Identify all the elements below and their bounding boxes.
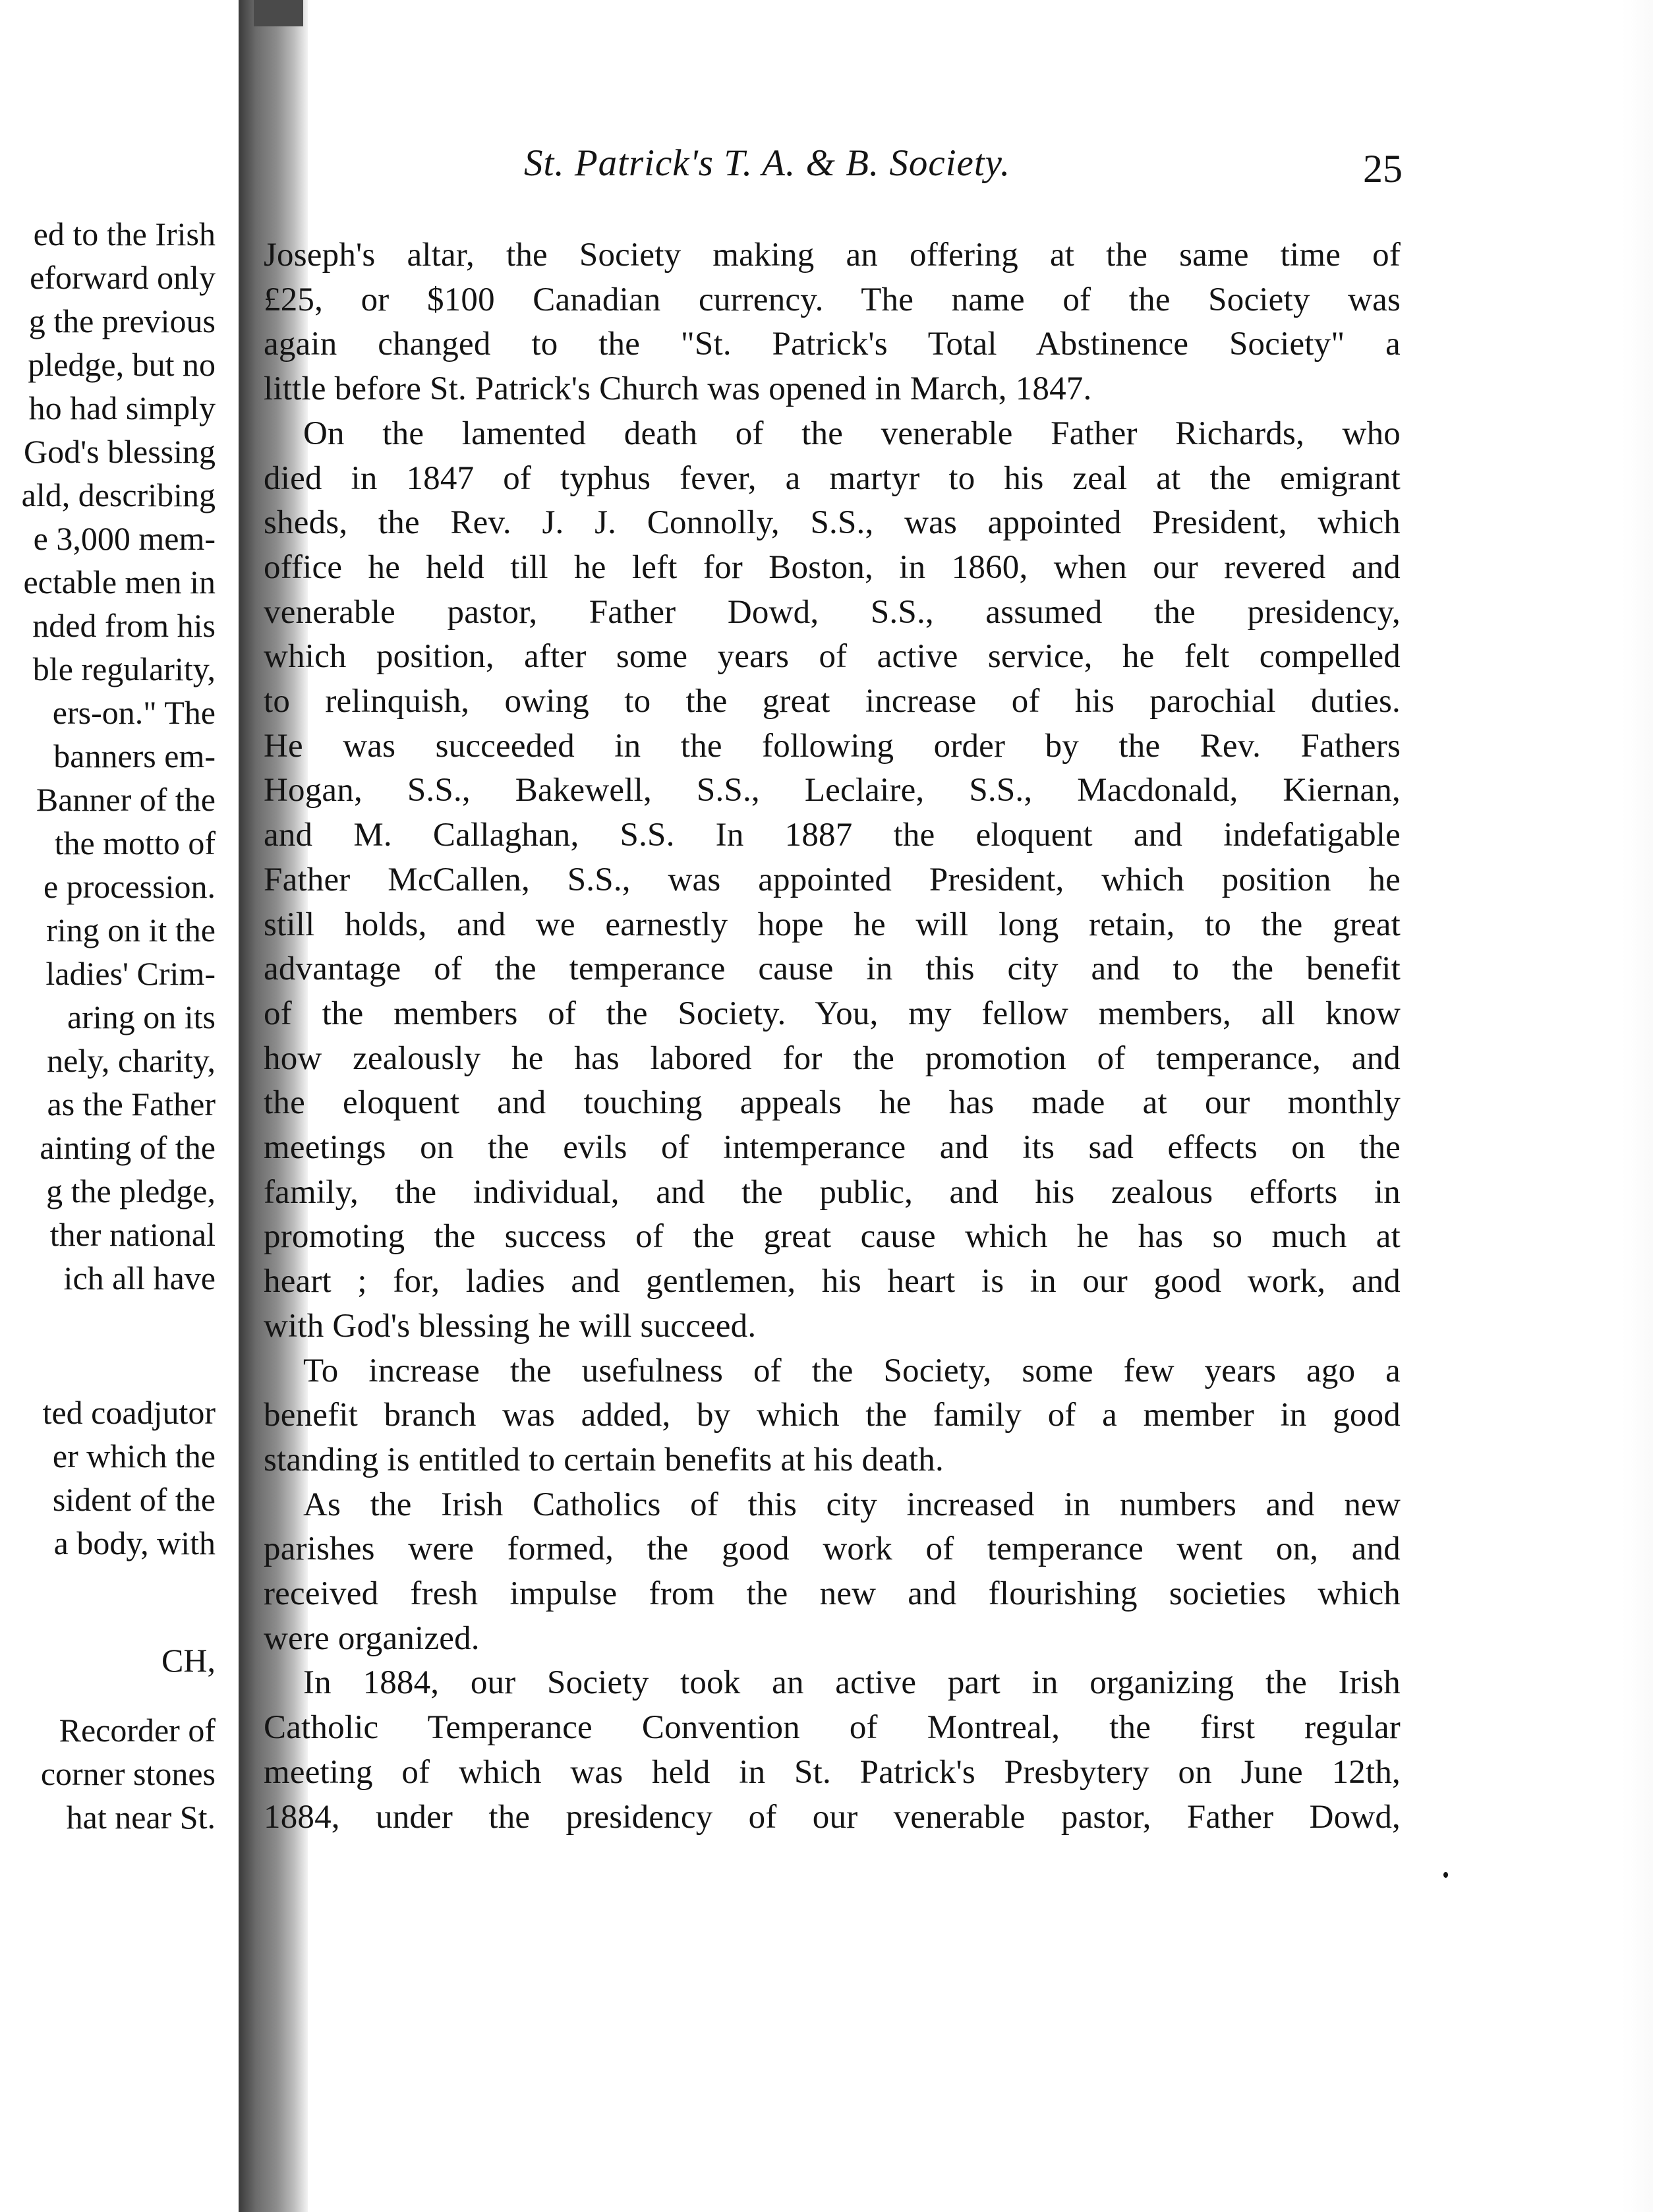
- body-line: were organized.: [264, 1620, 480, 1657]
- body-line: with God's blessing he will succeed.: [264, 1308, 757, 1345]
- body-line: which position, after some years of active service, he felt compelled: [264, 638, 1401, 675]
- body-line: On the lamented death of the venerable Father Richards, who: [303, 415, 1401, 452]
- body-line: again changed to the "St. Patrick's Total Abstinence Society" a: [264, 326, 1401, 363]
- facing-page-line: e procession.: [43, 868, 216, 905]
- page-number: 25: [1363, 147, 1403, 190]
- body-line: received fresh impulse from the new and flourishing societies which: [264, 1575, 1401, 1612]
- facing-page-line: as the Father: [47, 1086, 216, 1122]
- body-line: office he held till he left for Boston, in 1860, when our revered and: [264, 549, 1401, 586]
- facing-page-line: eforward only: [30, 259, 216, 296]
- body-line: venerable pastor, Father Dowd, S.S., assumed the presidency,: [264, 594, 1401, 631]
- body-line: little before St. Patrick's Church was opened in March, 1847.: [264, 370, 1092, 407]
- facing-page-line: banners em-: [53, 738, 216, 774]
- body-line: parishes were formed, the good work of temperance went on, and: [264, 1530, 1401, 1567]
- facing-page-line: God's blessing: [24, 433, 216, 470]
- facing-page-line: Recorder of: [59, 1712, 216, 1749]
- body-line: meetings on the evils of intemperance and its sad effects on the: [264, 1129, 1401, 1166]
- body-line: and M. Callaghan, S.S. In 1887 the eloquent and indefatigable: [264, 817, 1401, 854]
- facing-page-line: ectable men in: [23, 564, 216, 600]
- body-line: £25, or $100 Canadian currency. The name of the Society was: [264, 281, 1401, 318]
- facing-page-line: e 3,000 mem-: [33, 520, 216, 557]
- gutter-top-shadow: [254, 0, 303, 26]
- facing-page-line: ted coadjutor: [42, 1394, 216, 1431]
- facing-page-line: sident of the: [52, 1481, 216, 1518]
- body-line: promoting the success of the great cause which he has so much at: [264, 1218, 1401, 1255]
- body-line: Joseph's altar, the Society making an offering at the same time of: [264, 237, 1401, 274]
- facing-page-line: ers-on." The: [52, 694, 216, 731]
- body-line: He was succeeded in the following order by the Rev. Fathers: [264, 728, 1401, 765]
- facing-page-line: CH,: [161, 1642, 216, 1679]
- body-line: benefit branch was added, by which the family of a member in good: [264, 1397, 1401, 1434]
- body-line: died in 1847 of typhus fever, a martyr to his zeal at the emigrant: [264, 460, 1401, 497]
- facing-page-line: a body, with: [53, 1525, 216, 1561]
- body-line: 1884, under the presidency of our venerable pastor, Father Dowd,: [264, 1799, 1401, 1836]
- facing-page-line: ed to the Irish: [33, 216, 216, 252]
- facing-page-line: ich all have: [63, 1260, 216, 1296]
- facing-page-line: hat near St.: [66, 1799, 216, 1836]
- facing-page-fragment: [0, 0, 250, 2212]
- body-line: heart ; for, ladies and gentlemen, his heart is in our good work, and: [264, 1263, 1401, 1300]
- body-line: Father McCallen, S.S., was appointed President, which position he: [264, 861, 1401, 898]
- page-edge: [1621, 0, 1653, 2212]
- body-line: standing is entitled to certain benefits at his death.: [264, 1441, 944, 1478]
- body-line: still holds, and we earnestly hope he will long retain, to the great: [264, 906, 1401, 943]
- body-line: meeting of which was held in St. Patrick's Presbytery on June 12th,: [264, 1754, 1401, 1791]
- body-line: sheds, the Rev. J. J. Connolly, S.S., was appointed President, which: [264, 504, 1401, 541]
- body-line: Catholic Temperance Convention of Montreal, the first regular: [264, 1709, 1401, 1746]
- facing-page-line: nded from his: [32, 607, 216, 644]
- facing-page-line: corner stones: [40, 1755, 216, 1792]
- body-line: As the Irish Catholics of this city increased in numbers and new: [303, 1486, 1401, 1523]
- facing-page-line: nely, charity,: [47, 1042, 216, 1079]
- facing-page-line: g the previous: [28, 303, 216, 339]
- body-line: family, the individual, and the public, and his zealous efforts in: [264, 1174, 1401, 1211]
- body-line: To increase the usefulness of the Society, some few years ago a: [303, 1353, 1401, 1389]
- facing-page-line: ho had simply: [28, 390, 216, 426]
- facing-page-line: er which the: [52, 1438, 216, 1474]
- body-line: Hogan, S.S., Bakewell, S.S., Leclaire, S.S., Macdonald, Kiernan,: [264, 772, 1401, 809]
- facing-page-line: the motto of: [54, 825, 216, 861]
- facing-page-line: aring on its: [67, 999, 216, 1035]
- body-line: advantage of the temperance cause in this city and to the benefit: [264, 950, 1401, 987]
- body-line: of the members of the Society. You, my fellow members, all know: [264, 995, 1401, 1032]
- facing-page-line: Banner of the: [36, 781, 216, 818]
- facing-page-line: pledge, but no: [28, 346, 216, 383]
- running-head: St. Patrick's T. A. & B. Society.: [524, 142, 1011, 184]
- facing-page-line: ald, describing: [21, 477, 216, 513]
- stray-mark: [1443, 1872, 1448, 1878]
- facing-page-line: ther national: [49, 1216, 216, 1253]
- facing-page-line: ladies' Crim-: [45, 955, 216, 992]
- body-line: to relinquish, owing to the great increase of his parochial duties.: [264, 683, 1401, 720]
- facing-page-line: ainting of the: [40, 1129, 216, 1166]
- body-line: the eloquent and touching appeals he has made at our monthly: [264, 1084, 1401, 1121]
- facing-page-line: ring on it the: [46, 912, 216, 948]
- facing-page-line: ble regularity,: [32, 651, 216, 687]
- facing-page-line: g the pledge,: [46, 1173, 216, 1209]
- body-line: how zealously he has labored for the promotion of temperance, and: [264, 1040, 1401, 1077]
- body-line: In 1884, our Society took an active part in organizing the Irish: [303, 1664, 1401, 1701]
